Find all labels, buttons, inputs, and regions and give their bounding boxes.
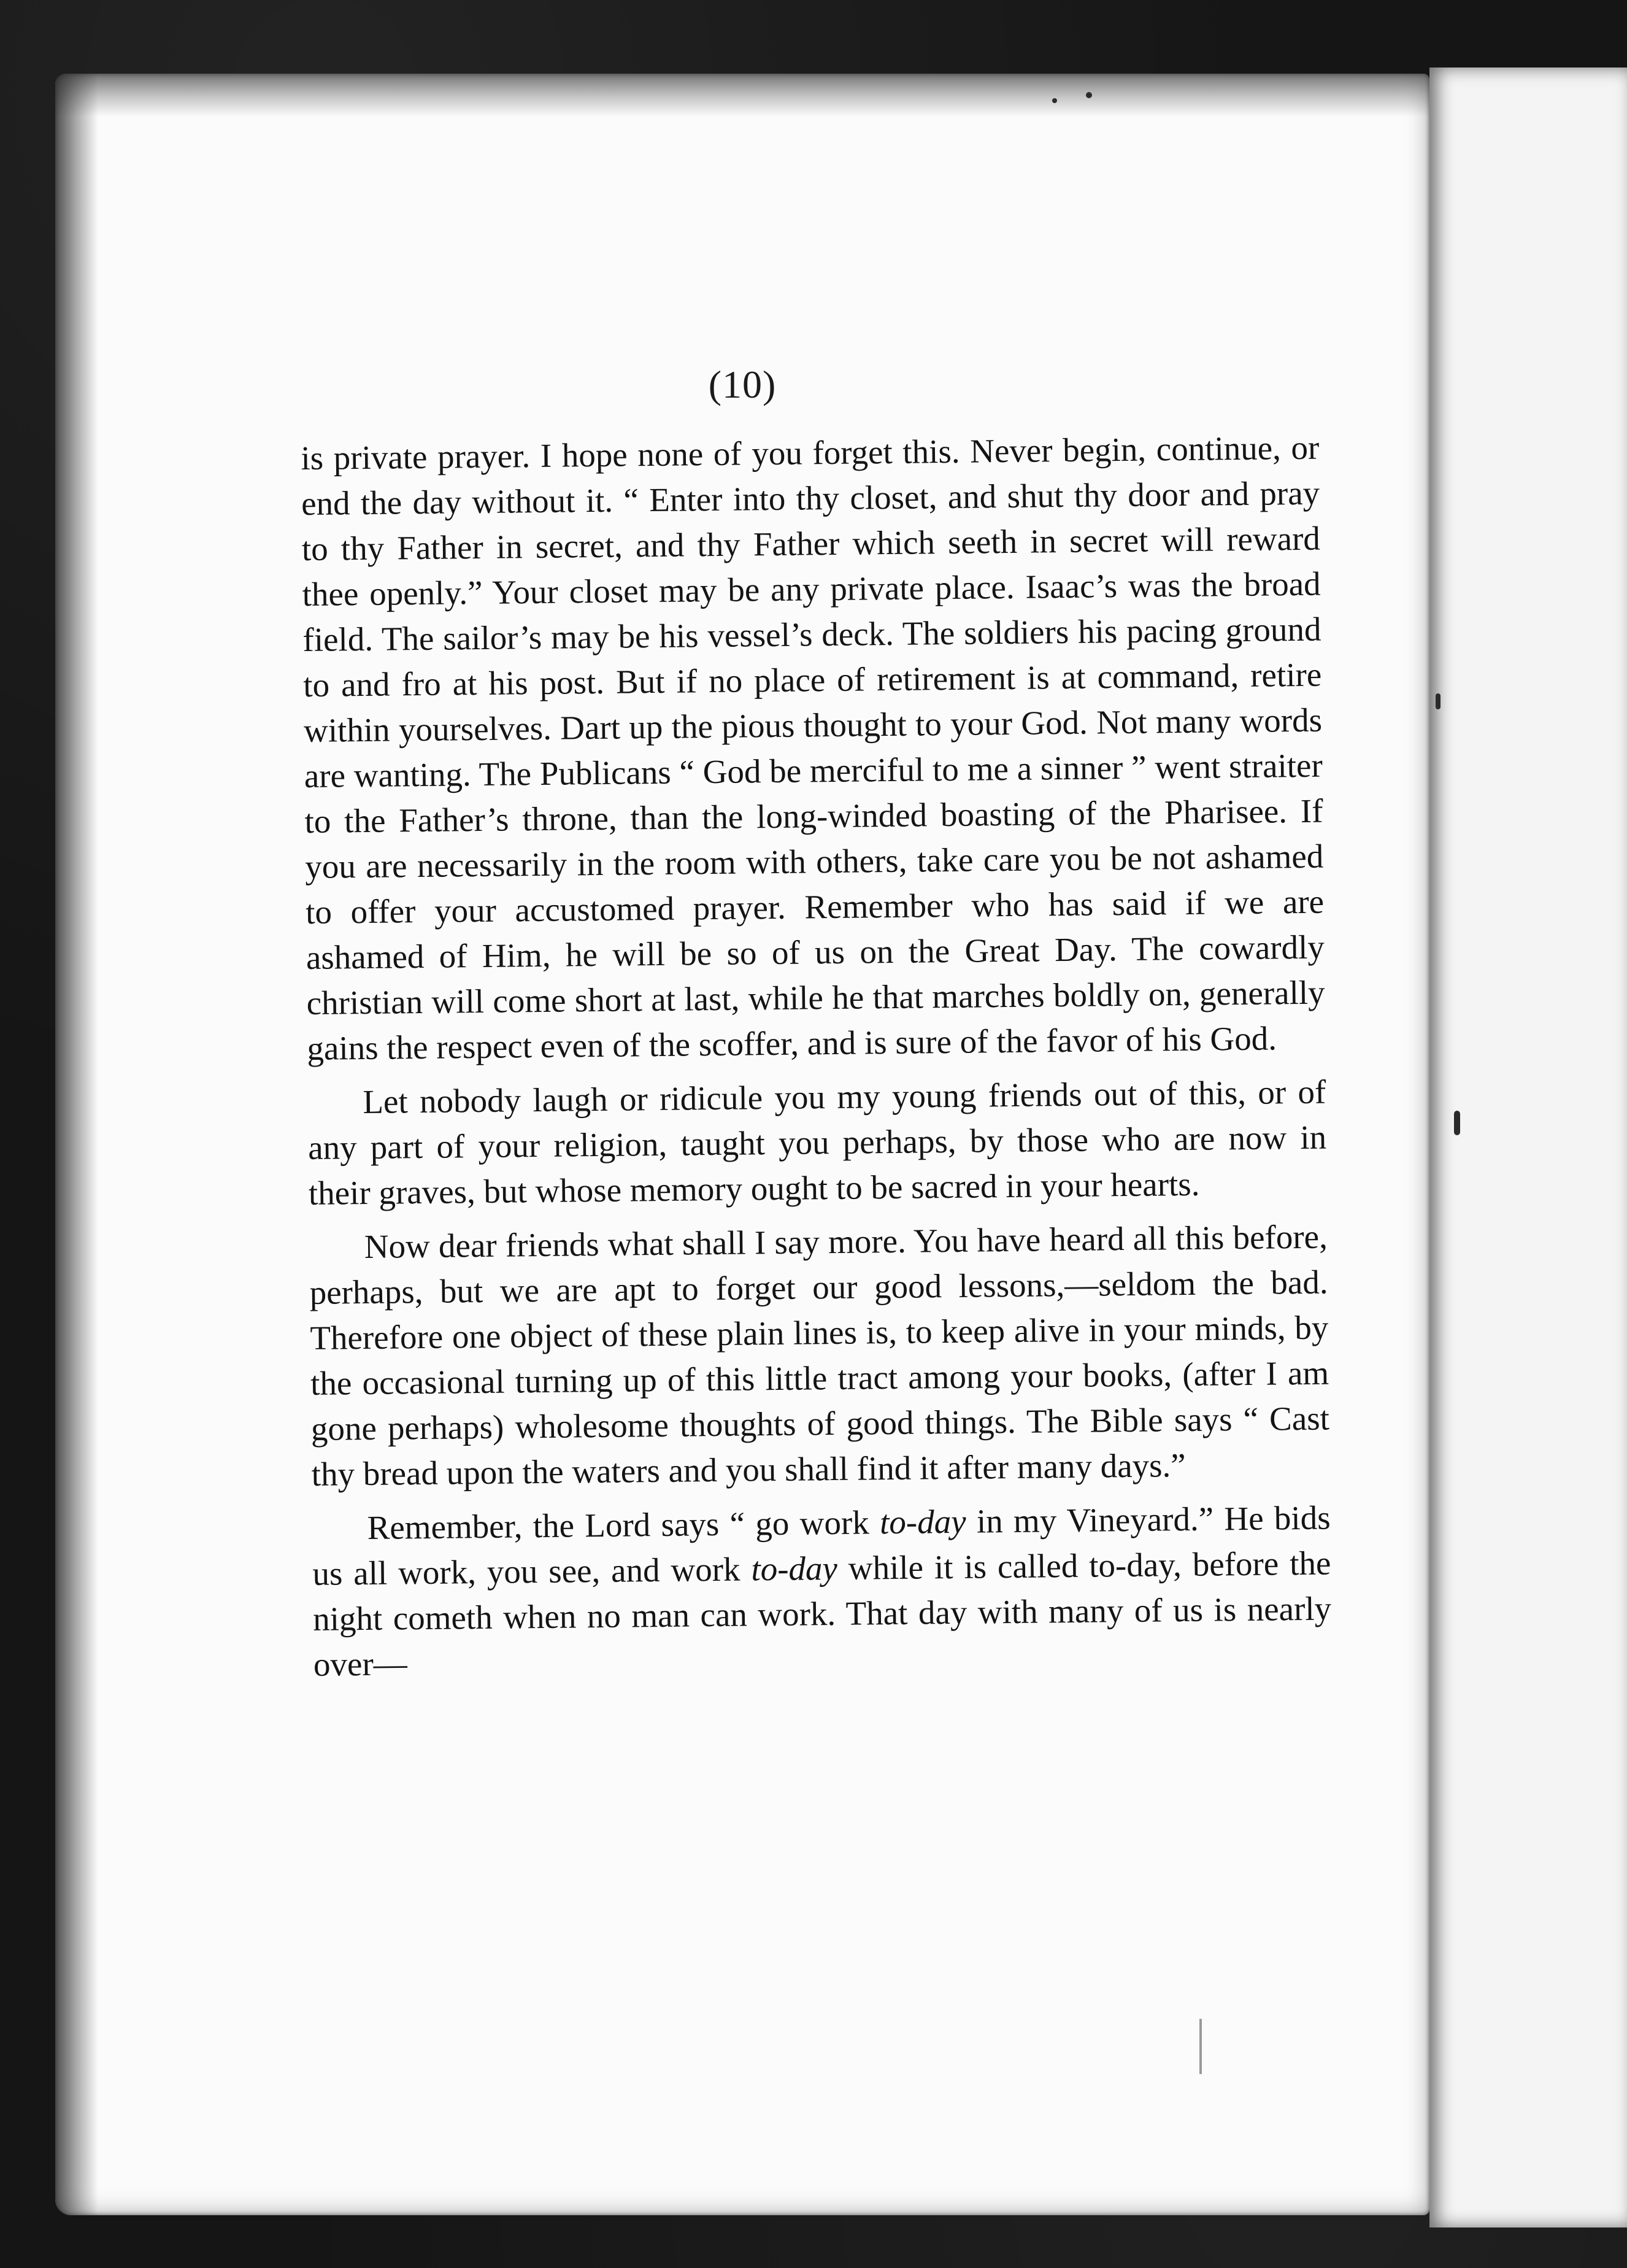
- page-number: (10): [708, 363, 777, 406]
- body-text: [301, 425, 1332, 1688]
- dust-speck: [1052, 98, 1057, 103]
- dust-speck: [1086, 92, 1092, 98]
- paragraph-4: [312, 1495, 1332, 1688]
- text-run: while it is called to-day, before the night cometh when no man can work. That day with many of us is nearly over—: [312, 1544, 1332, 1683]
- scanned-page: [55, 74, 1429, 2215]
- text-run: Now dear friends what shall I say more. You have heard all this before, perhaps, but we are apt to forget our good lessons,—seldom the bad. Therefore one object of these plain lines is, to keep alive in your minds, by the occasional turning up of this little tract among your books, (after I am gone perhaps) wholesome thoughts of good things. The Bible says “ Cast thy bread upon the waters and you shall find it after many days.”: [309, 1217, 1330, 1493]
- text-run: in my Vineyard.” He bids us all work, you see, and work: [312, 1498, 1331, 1592]
- paragraph-2: [307, 1070, 1327, 1216]
- text-run: Remember, the Lord says “ go work: [367, 1503, 880, 1546]
- dust-speck: [1199, 2019, 1202, 2074]
- dust-speck: [1454, 1111, 1460, 1135]
- dust-speck: [1436, 693, 1440, 709]
- paragraph-1: [301, 425, 1326, 1071]
- paragraph-3: [309, 1214, 1330, 1497]
- text-run: is private prayer. I hope none of you forget this. Never begin, continue, or end the day without it. “ Enter into thy closet, and shut thy door and pray to thy Father in secret, and thy Father which seeth in secret will reward thee openly.” Your closet may be any private place. Isaac’s was the broad field. The sailor’s may be his vessel’s deck. The soldiers his pacing ground to and fro at his post. But if no place of retirement is at command, retire within yourselves. Dart up the pious thought to your God. Not many words are wanting. The Publicans “ God be merciful to me a sinner ” went straiter to the Father’s throne, than the long-winded boasting of the Pharisee. If you are necessarily in the room with others, take care you be not ashamed to offer your accustomed prayer. Remember who has said if we are ashamed of Him, he will be so of us on the Great Day. The cowardly christian will come short at last, while he that marches boldly on, generally gains the respect even of the scoffer, and is sure of the favor of his God.: [301, 428, 1325, 1067]
- italic-text: to-day: [879, 1502, 966, 1541]
- italic-text: to-day: [751, 1549, 838, 1588]
- facing-page-edge: [1429, 68, 1627, 2228]
- text-run: Let nobody laugh or ridicule you my young friends out of this, or of any part of your religion, taught you perhaps, by those who are now in their graves, but whose memory ought to be sacred in your hearts.: [307, 1073, 1327, 1212]
